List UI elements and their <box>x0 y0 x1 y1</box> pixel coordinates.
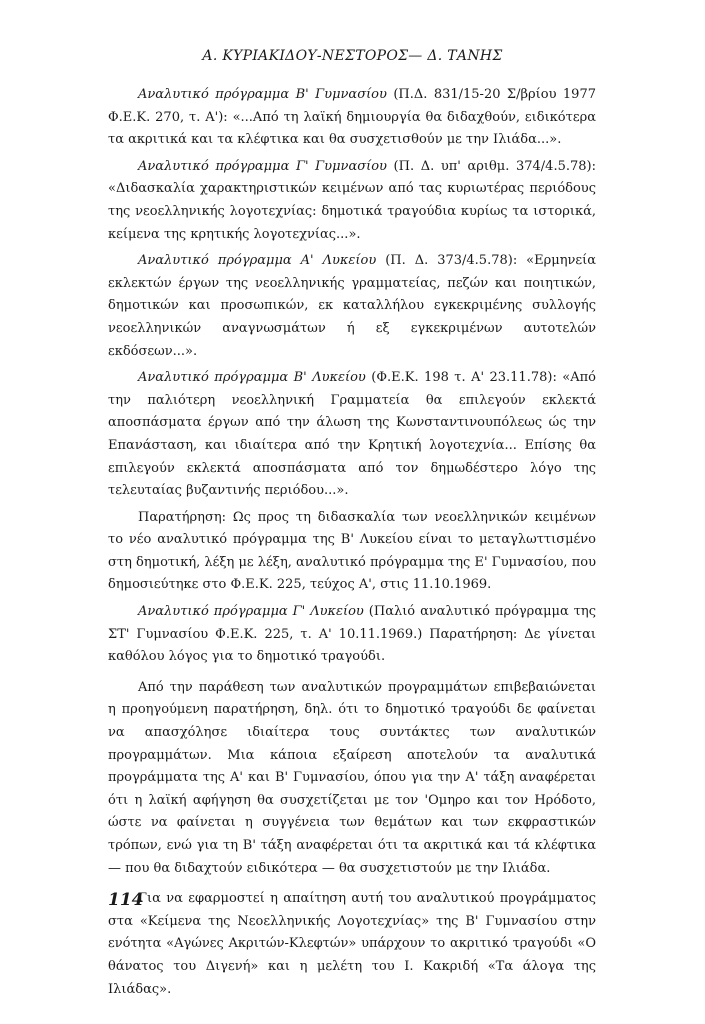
curriculum-title: Αναλυτικό πρόγραμμα Γ' Γυμνασίου <box>138 158 387 174</box>
curriculum-title: Αναλυτικό πρόγραμμα Γ' Λυκείου <box>138 604 364 620</box>
paragraph-b-lykeiou <box>108 367 596 503</box>
paragraph-text: Για να εφαρμοστεί η απαίτηση αυτή του αναλυτικού προγράμματος στα «Κείμενα της Νεοελληνικής Λογοτεχνίας» της Β' Γυμνασίου στην ενότητα «Αγώνες Ακριτών-Κλεφτών» υπάρχουν το ακριτικό τραγούδι «Ο θάνατος του Διγενή» και η μελέτη του Ι. Κακριδή «Τα άλογα της Ιλιάδας». <box>108 891 596 997</box>
paragraph-text: Από την παράθεση των αναλυτικών προγραμμάτων επιβεβαιώνεται η προηγούμενη παρατήρηση, δηλ. ότι το δημοτικό τραγούδι δε φαίνεται να απασχόλησε ιδιαίτερα τους συντάκτες των αναλυτικών προγραμμάτων. Μια κάποια εξαίρεση αποτελούν τα αναλυτικά προγράμματα της Α' και Β' Γυμνασίου, όπου για την Α' τάξη αναφέρεται ότι η λαϊκή αφήγηση θα συσχετίζεται με τον 'Ομηρο και τον Ηρόδοτο, ώστε να φαίνεται η συγγένεια των θεμάτων και των εκφραστικών τρόπων, ενώ για τη Β' τάξη αναφέρεται ότι τα ακριτικά και τά κλέφτικα — που θα διδαχτούν ειδικότερα — θα συσχετιστούν με την Ιλιάδα. <box>108 679 596 876</box>
curriculum-title: Αναλυτικό πρόγραμμα Β' Λυκείου <box>138 370 366 386</box>
page-number: 114 <box>108 890 144 910</box>
paragraph-text: (Παλιό αναλυτικό πρόγραμμα της ΣΤ' Γυμνασίου Φ.Ε.Κ. 225, τ. Α' 10.11.1969.) Παρατήρηση: Δε γίνεται καθόλου λόγος για το δημοτικό τραγούδι. <box>108 604 596 665</box>
curriculum-title: Αναλυτικό πρόγραμμα Α' Λυκείου <box>138 253 377 269</box>
paragraph-text: (Φ.Ε.Κ. 198 τ. Α' 23.11.78): «Από την παλιότερη νεοελληνική Γραμματεία θα επιλεγούν εκλεκτά αποσπάσματα έργων από την άλωση της Κωνσταντινουπόλεως ώς την Επανάσταση, και ιδιαίτερα από την Κρητική λογοτεχνία... Επίσης θα επιλεγούν εκλεκτά αποσπάσματα από τον δημωδέστερο λόγο της τελευταίας βυζαντινής περιόδου...». <box>108 370 596 499</box>
paragraph-text: (Π. Δ. υπ' αριθμ. 374/4.5.78): «Διδασκαλία χαρακτηριστικών κειμένων από τας κυριωτέρας περιόδους της νεοελληνικής λογοτεχνίας: δημοτικά τραγούδια κυρίως τα ιστορικά, κείμενα της κρητικής λογοτεχνίας...». <box>108 158 596 242</box>
paragraph-observation <box>108 507 596 597</box>
body-text <box>108 84 596 1001</box>
paragraph-b-gymnasiou <box>108 84 596 152</box>
paragraph-g-lykeiou <box>108 601 596 669</box>
paragraph-application <box>108 888 596 1001</box>
paragraph-a-lykeiou <box>108 250 596 363</box>
running-head: Α. ΚΥΡΙΑΚΙΔΟΥ-ΝΕΣΤΟΡΟΣ— Δ. ΤΑΝΗΣ <box>202 48 503 64</box>
curriculum-title: Αναλυτικό πρόγραμμα Β' Γυμνασίου <box>138 87 387 102</box>
paragraph-g-gymnasiou <box>108 156 596 246</box>
paragraph-text: (Π.Δ. 831/15-20 Σ/βρίου 1977 Φ.Ε.Κ. 270, τ. Α'): «...Από τη λαϊκή δημιουργία θα διδαχθούν, ειδικότερα τα ακριτικά και τα κλέφτικα και θα συσχετισθούν με την Ιλιάδα...». <box>108 87 596 148</box>
paragraph-text: Παρατήρηση: Ως προς τη διδασκαλία των νεοελληνικών κειμένων το νέο αναλυτικό πρόγραμμα της Β' Λυκείου είναι το μεταγλωττισμένο στη δημοτική, λέξη με λέξη, αναλυτικό πρόγραμμα της Ε' Γυμνασίου, που δημοσιεύτηκε στο Φ.Ε.Κ. 225, τεύχος Α', στις 11.10.1969. <box>108 509 596 593</box>
paragraph-comparison <box>108 677 596 880</box>
paragraph-text: (Π. Δ. 373/4.5.78): «Ερμηνεία εκλεκτών έργων της νεοελληνικής γραμματείας, πεζών και ποιητικών, δημοτικών και προσωπικών, εκ καταλλήλου εγκεκριμένης συλλογής νεοελληνικών αναγνωσμάτων ή εξ εγκεκριμένων αυτοτελών εκδόσεων...». <box>108 253 597 359</box>
